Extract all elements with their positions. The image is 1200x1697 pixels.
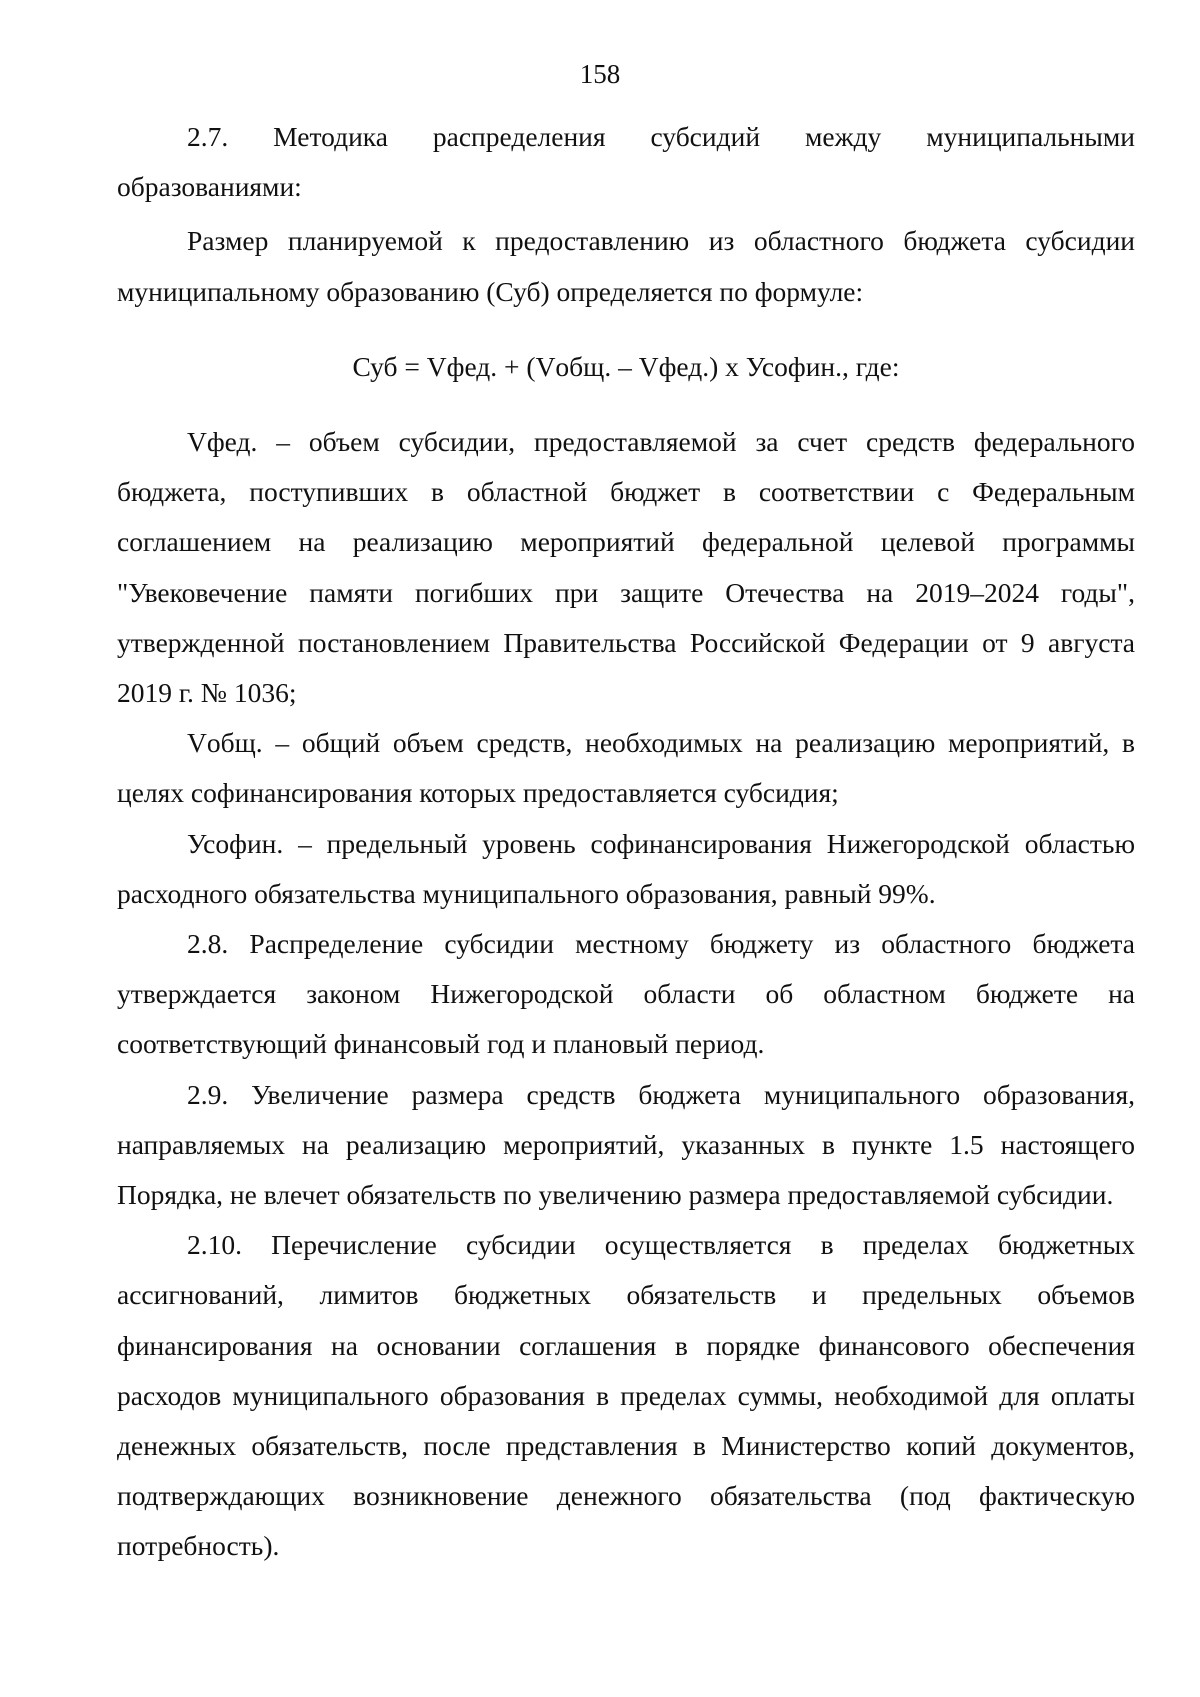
subsidy-formula: Суб = Vфед. + (Vобщ. – Vфед.) x Усофин., где: (352, 350, 900, 382)
paragraph-usofin-definition: Усофин. – предельный уровень софинансирования Нижегородской областью расходного обязательства муниципального образования, равный 99%. (117, 827, 1135, 909)
paragraph-2-9: 2.9. Увеличение размера средств бюджета муниципального образования, направляемых на реализацию мероприятий, указанных в пункте 1.5 настоящего Порядка, не влечет обязательств по увеличению размера предоставляемой субсидии. (117, 1078, 1135, 1211)
paragraph-2-7: 2.7. Методика распределения субсидий между муниципальными образованиями: (117, 121, 1135, 203)
document-body (117, 112, 1135, 1572)
paragraph-2-8: 2.8. Распределение субсидии местному бюджету из областного бюджета утверждается законом Нижегородской области об областном бюджете на соответствующий финансовый год и плановый период. (117, 928, 1135, 1060)
paragraph-vobsh-definition: Vобщ. – общий объем средств, необходимых на реализацию мероприятий, в целях софинансирования которых предоставляется субсидия; (117, 727, 1135, 809)
paragraph-2-10: 2.10. Перечисление субсидии осуществляется в пределах бюджетных ассигнований, лимитов бюджетных обязательств и предельных объемов финансирования на основании соглашения в порядке финансового обеспечения расходов муниципального образования в пределах суммы, необходимой для оплаты денежных обязательств, после представления в Министерство копий документов, подтверждающих возникновение денежного обязательства (под фактическую потребность). (117, 1229, 1135, 1562)
paragraph-vfed-definition: Vфед. – объем субсидии, предоставляемой за счет средств федерального бюджета, поступивших в областной бюджет в соответствии с Федеральным соглашением на реализацию мероприятий федеральной целевой программы "Увековечение памяти погибших при защите Отечества на 2019–2024 годы", утвержденной постановлением Правительства Российской Федерации от 9 августа 2019 г. № 1036; (117, 426, 1135, 709)
page-number: 158 (579, 59, 621, 89)
paragraph-subsidy-size: Размер планируемой к предоставлению из областного бюджета субсидии муниципальному образованию (Суб) определяется по формуле: (117, 225, 1135, 307)
